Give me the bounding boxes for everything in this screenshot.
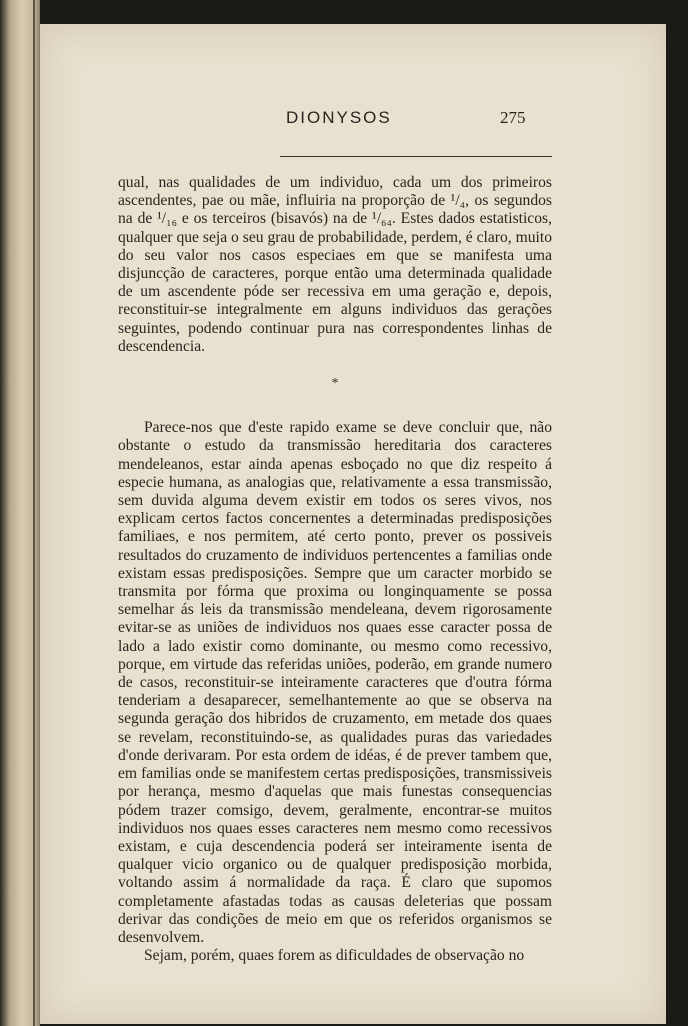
section-separator: *: [331, 376, 339, 392]
running-title: DIONYSOS: [286, 108, 392, 127]
page-sheet: [40, 24, 666, 1024]
paragraph-continued: qual, nas qualidades de um individuo, cada um dos primeiros ascendentes, pae ou mãe, influiria na proporção de ¹/₄, os segundos na de ¹/₁₆ e os terceiros (bisavós) na de ¹/₆₄. Estes dados estatisticos, qualquer que seja o seu grau de probabilidade, perdem, é claro, muito do seu valor nos casos especiaes em que se manifesta uma disjuncção de caracteres, porque então uma determinada qualidade de um ascendente póde ser recessiva em uma geração e, depois, reconstituir-se integralmente em alguns individuos das gerações seguintes, podendo continuar pura nas correspondentes linhas de descendencia.: [118, 174, 552, 355]
paragraph: Parece-nos que d'este rapido exame se deve concluir que, não obstante o estudo da transmissão hereditaria dos caracteres mendeleanos, estar ainda apenas esboçado no que diz respeito á especie humana, as analogias que, relativamente a essa transmissão, sem duvida alguma devem existir em todos os seres vivos, nos explicam certos factos concernentes a determinadas predisposições familiaes, e nos permitem, até certo ponto, prever os possiveis resultados do cruzamento de individuos pertencentes a familias onde existam essas predisposições. Sempre que um caracter morbido se transmita por fórma que proxima ou longinquamente se possa semelhar ás leis da transmissão mendeleana, devem rigorosamente evitar-se as uniões de individuos nos quaes esse caracter possa de lado a lado existir como dominante, ou mesmo como recessivo, porque, em virtude das referidas uniões, poderão, em grande numero de casos, reconstituir-se inteiramente caracteres que d'outra fórma tenderiam a desaparecer, semelhantemente ao que se observa na segunda geração dos hibridos de cruzamento, em metade dos quaes se revelam, reconstituindo-se, as qualidades puras das variedades d'onde derivaram. Por esta ordem de idéas, é de prever tambem que, em familias onde se manifestem certas predisposições, transmissiveis por herança, mesmo d'aquelas que mais funestas consequencias pódem trazer comsigo, devem, geralmente, encontrar-se muitos individuos nos quaes esses caracteres nem mesmo como recessivos existam, e cuja descendencia poderá ser inteiramente isenta de qualquer vicio organico ou de qualquer predisposição morbida, voltando assim á normalidade da raça. É claro que supomos completamente afastadas todas as causas deleterias que possam derivar das condições de meio em que os referidos organismos se desenvolvem.: [118, 419, 552, 946]
header-rule: [280, 156, 552, 157]
body-text: [118, 174, 552, 965]
spine-fold: [33, 0, 35, 1026]
page-number: 275: [500, 108, 526, 127]
running-header: [40, 108, 666, 138]
paragraph-last: Sejam, porém, quaes forem as dificuldades de observação no: [144, 947, 525, 965]
